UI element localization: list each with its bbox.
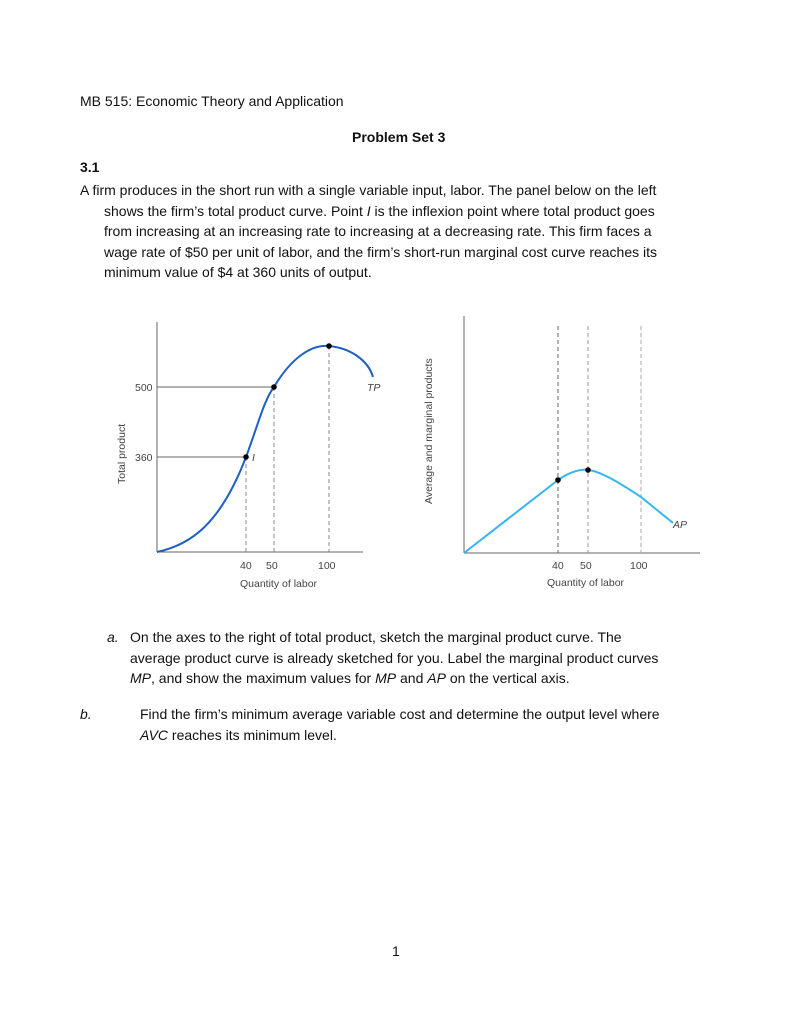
question-b-marker [80, 704, 92, 724]
intro-line: from increasing at an increasing rate to increasing at a decreasing rate. This firm faces a [104, 223, 652, 239]
mp: MP [130, 670, 151, 686]
question-a-line [130, 668, 570, 688]
text: is the inflexion point where total product goes [370, 202, 655, 219]
point-50 [271, 384, 277, 390]
point-inflexion [243, 454, 249, 460]
page-number: 1 [392, 943, 400, 959]
average-marginal-chart [423, 316, 700, 589]
point-ap-max [585, 467, 591, 473]
course-header: MB 515: Economic Theory and Application [80, 93, 344, 109]
y-axis-label: Average and marginal products [423, 358, 435, 504]
ytick-500: 500 [135, 382, 153, 394]
problem-set-title: Problem Set 3 [352, 129, 446, 145]
question-a-line: average product curve is already sketched for you. Label the marginal product curves [130, 650, 659, 666]
avc: AVC [140, 727, 169, 743]
ap: AP [427, 670, 446, 686]
marker: a. [107, 629, 119, 645]
question-a-marker [107, 627, 119, 647]
section-number: 3.1 [80, 159, 100, 175]
intro-line: minimum value of $4 at 360 units of output. [104, 264, 372, 280]
mp: MP [375, 670, 397, 686]
inflexion-label: I [252, 452, 255, 464]
xtick-40: 40 [240, 560, 252, 572]
x-axis-label: Quantity of labor [547, 577, 625, 589]
question-b-line: Find the firm’s minimum average variable cost and determine the output level where [140, 706, 660, 722]
tp-label: TP [367, 382, 381, 394]
text: on the vertical axis. [445, 670, 570, 686]
y-axis-label: Total product [116, 423, 128, 484]
text: reaches its minimum level. [168, 727, 337, 743]
text: shows the firm’s total product curve. Point [104, 202, 367, 219]
total-product-chart [116, 322, 380, 590]
xtick-40: 40 [552, 560, 564, 572]
marker: b. [80, 706, 92, 722]
intro-line: A firm produces in the short run with a single variable input, labor. The panel below on the left [80, 182, 657, 198]
ap-label: AP [673, 519, 688, 531]
xtick-50: 50 [266, 560, 278, 572]
italic-I: I [366, 202, 371, 219]
x-axis-label: Quantity of labor [240, 578, 318, 590]
tp-curve [157, 346, 373, 552]
question-a-line: On the axes to the right of total product, sketch the marginal product curve. The [130, 629, 622, 645]
xtick-50: 50 [580, 560, 592, 572]
point-40 [555, 477, 561, 483]
ap-curve [464, 470, 673, 553]
xtick-100: 100 [318, 560, 336, 572]
text: and [396, 670, 428, 686]
xtick-100: 100 [630, 560, 648, 572]
text: , and show the maximum values for [151, 670, 376, 686]
question-b-line [140, 725, 337, 745]
ytick-360: 360 [135, 452, 153, 464]
point-max [326, 343, 332, 349]
intro-line: wage rate of $50 per unit of labor, and the firm’s short-run marginal cost curve reaches its [104, 243, 658, 260]
